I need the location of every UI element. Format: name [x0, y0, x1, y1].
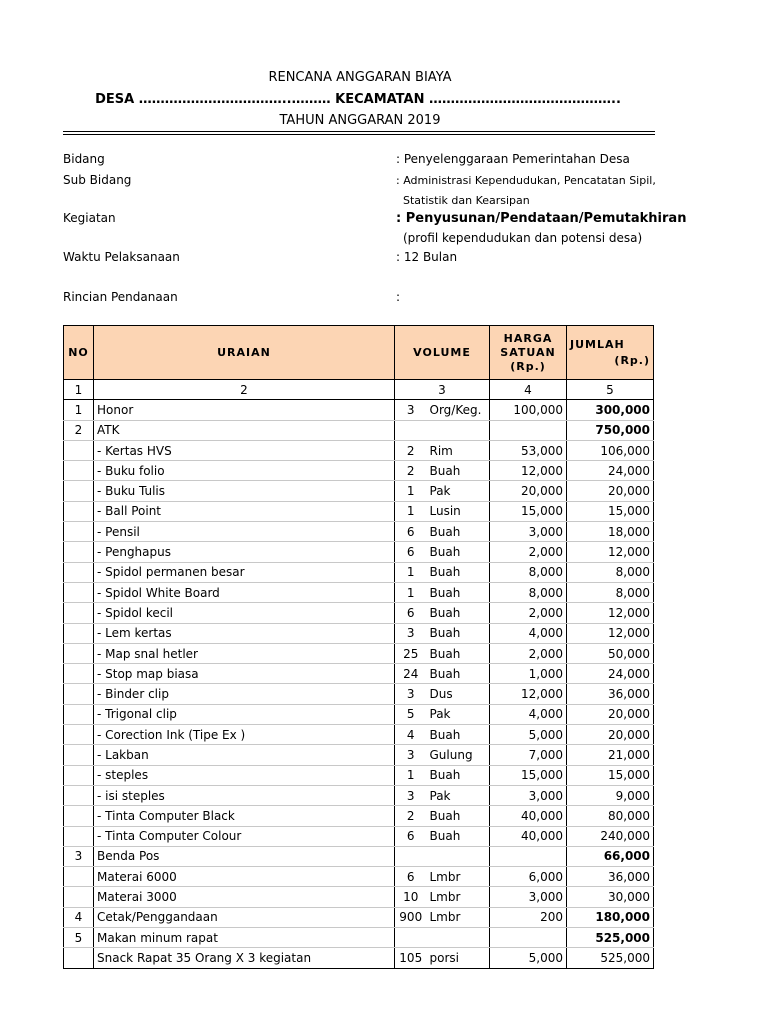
- column-number: 2: [94, 380, 395, 400]
- waktu-label: Waktu Pelaksanaan: [63, 250, 180, 264]
- header-harga-line3: (Rp.): [510, 359, 546, 373]
- table-row: [64, 603, 654, 623]
- row-volume-qty: 1: [395, 501, 427, 521]
- row-volume-qty: 3: [395, 785, 427, 805]
- row-harga-satuan: 15,000: [490, 765, 567, 785]
- fiscal-year: TAHUN ANGGARAN 2019: [279, 113, 441, 128]
- header-volume: VOLUME: [395, 326, 490, 380]
- header-harga-satuan: [490, 326, 567, 380]
- table-row: [64, 867, 654, 887]
- table-row: [64, 745, 654, 765]
- row-uraian: - Buku folio: [94, 461, 395, 481]
- row-no: [64, 785, 94, 805]
- row-uraian: Materai 6000: [94, 867, 395, 887]
- row-volume-qty: 10: [395, 887, 427, 907]
- row-harga-satuan: 1,000: [490, 664, 567, 684]
- row-harga-satuan: 3,000: [490, 785, 567, 805]
- row-no: [64, 867, 94, 887]
- row-jumlah: 20,000: [567, 481, 654, 501]
- row-jumlah: 24,000: [567, 664, 654, 684]
- row-harga-satuan: [490, 928, 567, 948]
- row-no: [64, 745, 94, 765]
- row-harga-satuan: 5,000: [490, 725, 567, 745]
- row-no: 1: [64, 400, 94, 420]
- table-row: [64, 643, 654, 663]
- table-row: [64, 785, 654, 805]
- row-harga-satuan: 20,000: [490, 481, 567, 501]
- row-volume-qty: 1: [395, 765, 427, 785]
- row-no: 2: [64, 420, 94, 440]
- row-jumlah: 9,000: [567, 785, 654, 805]
- table-row: [64, 582, 654, 602]
- row-jumlah: 50,000: [567, 643, 654, 663]
- row-volume-qty: 24: [395, 664, 427, 684]
- row-volume-unit: Buah: [427, 765, 490, 785]
- row-jumlah: 12,000: [567, 603, 654, 623]
- row-harga-satuan: 12,000: [490, 684, 567, 704]
- table-row: [64, 806, 654, 826]
- row-volume-unit: Buah: [427, 542, 490, 562]
- row-volume-unit: Org/Keg.: [427, 400, 490, 420]
- row-volume-unit: Buah: [427, 461, 490, 481]
- row-no: [64, 806, 94, 826]
- row-volume-qty: 6: [395, 522, 427, 542]
- row-jumlah: 8,000: [567, 562, 654, 582]
- row-volume-unit: Buah: [427, 725, 490, 745]
- row-volume-unit: Gulung: [427, 745, 490, 765]
- row-no: [64, 582, 94, 602]
- row-volume-unit: Lusin: [427, 501, 490, 521]
- row-uraian: Makan minum rapat: [94, 928, 395, 948]
- row-volume-unit: Rim: [427, 440, 490, 460]
- row-harga-satuan: [490, 420, 567, 440]
- row-no: [64, 684, 94, 704]
- row-harga-satuan: 3,000: [490, 522, 567, 542]
- row-volume-unit: Buah: [427, 643, 490, 663]
- row-no: 4: [64, 907, 94, 927]
- row-no: [64, 522, 94, 542]
- row-uraian: - Buku Tulis: [94, 481, 395, 501]
- row-jumlah: 750,000: [567, 420, 654, 440]
- row-no: [64, 826, 94, 846]
- row-volume-qty: 6: [395, 542, 427, 562]
- row-volume-qty: 105: [395, 948, 427, 968]
- row-volume-unit: Buah: [427, 806, 490, 826]
- row-volume-qty: 3: [395, 745, 427, 765]
- row-uraian: - isi steples: [94, 785, 395, 805]
- row-volume-unit: Pak: [427, 704, 490, 724]
- row-jumlah: 20,000: [567, 725, 654, 745]
- row-harga-satuan: 8,000: [490, 562, 567, 582]
- row-volume-qty: 1: [395, 481, 427, 501]
- row-uraian: - Spidol kecil: [94, 603, 395, 623]
- row-volume-qty: 900: [395, 907, 427, 927]
- row-harga-satuan: 2,000: [490, 643, 567, 663]
- table-row: [64, 928, 654, 948]
- table-row: [64, 948, 654, 968]
- row-volume-unit: [427, 420, 490, 440]
- row-jumlah: 30,000: [567, 887, 654, 907]
- row-jumlah: 12,000: [567, 542, 654, 562]
- row-volume-unit: [427, 846, 490, 866]
- row-jumlah: 525,000: [567, 948, 654, 968]
- table-row: [64, 826, 654, 846]
- table-row: [64, 907, 654, 927]
- row-no: [64, 562, 94, 582]
- row-volume-qty: [395, 846, 427, 866]
- row-jumlah: 18,000: [567, 522, 654, 542]
- row-no: [64, 643, 94, 663]
- header-jumlah-line1: JUMLAH: [570, 337, 625, 351]
- rincian-value: :: [396, 290, 401, 304]
- table-row: [64, 704, 654, 724]
- row-uraian: - steples: [94, 765, 395, 785]
- row-volume-unit: porsi: [427, 948, 490, 968]
- row-jumlah: 36,000: [567, 867, 654, 887]
- row-no: [64, 440, 94, 460]
- row-jumlah: 36,000: [567, 684, 654, 704]
- row-uraian: - Corection Ink (Tipe Ex ): [94, 725, 395, 745]
- row-harga-satuan: 8,000: [490, 582, 567, 602]
- row-harga-satuan: 200: [490, 907, 567, 927]
- row-volume-unit: Buah: [427, 826, 490, 846]
- column-number: 5: [567, 380, 654, 400]
- row-no: [64, 725, 94, 745]
- row-uraian: - Tinta Computer Black: [94, 806, 395, 826]
- row-volume-unit: Pak: [427, 481, 490, 501]
- row-volume-qty: 4: [395, 725, 427, 745]
- row-uraian: Materai 3000: [94, 887, 395, 907]
- sub-bidang-value: : Administrasi Kependudukan, Pencatatan Sipil,: [396, 174, 656, 187]
- row-no: [64, 501, 94, 521]
- row-uraian: - Ball Point: [94, 501, 395, 521]
- row-no: [64, 664, 94, 684]
- table-row: [64, 846, 654, 866]
- row-uraian: - Map snal hetler: [94, 643, 395, 663]
- row-volume-qty: 6: [395, 867, 427, 887]
- row-harga-satuan: 5,000: [490, 948, 567, 968]
- row-volume-qty: 3: [395, 400, 427, 420]
- header-no: NO: [64, 326, 94, 380]
- row-volume-unit: Dus: [427, 684, 490, 704]
- sub-bidang-label: Sub Bidang: [63, 173, 132, 187]
- row-volume-qty: 25: [395, 643, 427, 663]
- column-number: 3: [395, 380, 490, 400]
- row-volume-qty: 2: [395, 806, 427, 826]
- row-jumlah: 106,000: [567, 440, 654, 460]
- table-row: [64, 887, 654, 907]
- row-harga-satuan: 12,000: [490, 461, 567, 481]
- table-row: [64, 420, 654, 440]
- row-no: [64, 948, 94, 968]
- row-harga-satuan: 4,000: [490, 623, 567, 643]
- row-uraian: Snack Rapat 35 Orang X 3 kegiatan: [94, 948, 395, 968]
- header-divider-bottom: [63, 134, 655, 135]
- row-harga-satuan: 2,000: [490, 542, 567, 562]
- table-row: [64, 440, 654, 460]
- row-uraian: - Pensil: [94, 522, 395, 542]
- row-jumlah: 66,000: [567, 846, 654, 866]
- row-no: 5: [64, 928, 94, 948]
- row-volume-qty: [395, 928, 427, 948]
- row-harga-satuan: 7,000: [490, 745, 567, 765]
- row-jumlah: 80,000: [567, 806, 654, 826]
- row-harga-satuan: 2,000: [490, 603, 567, 623]
- row-volume-unit: Lmbr: [427, 907, 490, 927]
- row-jumlah: 15,000: [567, 501, 654, 521]
- row-jumlah: 525,000: [567, 928, 654, 948]
- column-number: 1: [64, 380, 94, 400]
- row-no: [64, 603, 94, 623]
- row-uraian: - Tinta Computer Colour: [94, 826, 395, 846]
- row-volume-unit: Lmbr: [427, 867, 490, 887]
- row-uraian: ATK: [94, 420, 395, 440]
- row-no: [64, 887, 94, 907]
- bidang-label: Bidang: [63, 152, 105, 166]
- row-harga-satuan: 4,000: [490, 704, 567, 724]
- row-jumlah: 300,000: [567, 400, 654, 420]
- row-no: [64, 623, 94, 643]
- row-volume-unit: Buah: [427, 582, 490, 602]
- row-uraian: Cetak/Penggandaan: [94, 907, 395, 927]
- row-uraian: - Spidol permanen besar: [94, 562, 395, 582]
- row-volume-unit: Buah: [427, 623, 490, 643]
- row-jumlah: 15,000: [567, 765, 654, 785]
- table-row: [64, 481, 654, 501]
- row-jumlah: 20,000: [567, 704, 654, 724]
- row-jumlah: 21,000: [567, 745, 654, 765]
- row-volume-qty: 5: [395, 704, 427, 724]
- row-harga-satuan: 40,000: [490, 806, 567, 826]
- row-volume-unit: Buah: [427, 562, 490, 582]
- row-uraian: - Spidol White Board: [94, 582, 395, 602]
- row-jumlah: 180,000: [567, 907, 654, 927]
- row-jumlah: 24,000: [567, 461, 654, 481]
- row-jumlah: 8,000: [567, 582, 654, 602]
- row-volume-qty: 1: [395, 582, 427, 602]
- header-harga-line2: SATUAN: [500, 345, 556, 359]
- row-volume-unit: Buah: [427, 522, 490, 542]
- row-volume-qty: 2: [395, 461, 427, 481]
- column-number-row: [64, 380, 654, 400]
- waktu-value: : 12 Bulan: [396, 250, 458, 264]
- row-volume-qty: 1: [395, 562, 427, 582]
- sub-bidang-value-continued: Statistik dan Kearsipan: [403, 194, 530, 207]
- document-title: RENCANA ANGGARAN BIAYA: [268, 70, 452, 85]
- table-row: [64, 562, 654, 582]
- row-harga-satuan: 40,000: [490, 826, 567, 846]
- table-row: [64, 522, 654, 542]
- rincian-label: Rincian Pendanaan: [63, 290, 178, 304]
- table-row: [64, 501, 654, 521]
- row-uraian: - Binder clip: [94, 684, 395, 704]
- row-volume-qty: 6: [395, 603, 427, 623]
- row-volume-unit: [427, 928, 490, 948]
- row-uraian: - Trigonal clip: [94, 704, 395, 724]
- row-harga-satuan: 15,000: [490, 501, 567, 521]
- table-row: [64, 664, 654, 684]
- desa-kecamatan-line: DESA ……………………………..……… KECAMATAN ……………………………………..: [95, 92, 621, 107]
- row-uraian: - Stop map biasa: [94, 664, 395, 684]
- row-no: [64, 765, 94, 785]
- row-no: 3: [64, 846, 94, 866]
- row-uraian: - Lakban: [94, 745, 395, 765]
- row-volume-qty: [395, 420, 427, 440]
- table-row: [64, 542, 654, 562]
- row-harga-satuan: 3,000: [490, 887, 567, 907]
- header-jumlah-line2: (Rp.): [614, 353, 650, 367]
- kegiatan-value: : Penyusunan/Pendataan/Pemutakhiran: [396, 211, 687, 226]
- column-number: 4: [490, 380, 567, 400]
- row-no: [64, 704, 94, 724]
- row-uraian: Honor: [94, 400, 395, 420]
- header-uraian: URAIAN: [94, 326, 395, 380]
- budget-table: [63, 325, 654, 969]
- row-volume-qty: 6: [395, 826, 427, 846]
- table-header-row: [64, 326, 654, 380]
- table-row: [64, 400, 654, 420]
- table-row: [64, 725, 654, 745]
- row-uraian: - Penghapus: [94, 542, 395, 562]
- bidang-value: : Penyelenggaraan Pemerintahan Desa: [396, 152, 630, 166]
- row-volume-unit: Buah: [427, 664, 490, 684]
- row-jumlah: 12,000: [567, 623, 654, 643]
- kegiatan-value-continued: (profil kependudukan dan potensi desa): [403, 231, 643, 245]
- row-volume-qty: 2: [395, 440, 427, 460]
- row-uraian: - Lem kertas: [94, 623, 395, 643]
- header-divider-top: [63, 131, 655, 132]
- row-no: [64, 481, 94, 501]
- row-uraian: Benda Pos: [94, 846, 395, 866]
- row-volume-unit: Lmbr: [427, 887, 490, 907]
- row-no: [64, 542, 94, 562]
- row-volume-unit: Buah: [427, 603, 490, 623]
- table-row: [64, 623, 654, 643]
- row-jumlah: 240,000: [567, 826, 654, 846]
- header-jumlah: [567, 326, 654, 380]
- row-harga-satuan: 100,000: [490, 400, 567, 420]
- row-volume-qty: 3: [395, 623, 427, 643]
- kegiatan-label: Kegiatan: [63, 211, 116, 225]
- table-row: [64, 765, 654, 785]
- row-harga-satuan: 53,000: [490, 440, 567, 460]
- row-volume-unit: Pak: [427, 785, 490, 805]
- row-harga-satuan: [490, 846, 567, 866]
- row-no: [64, 461, 94, 481]
- row-uraian: - Kertas HVS: [94, 440, 395, 460]
- table-row: [64, 684, 654, 704]
- row-volume-qty: 3: [395, 684, 427, 704]
- header-harga-line1: HARGA: [503, 331, 553, 345]
- table-row: [64, 461, 654, 481]
- row-harga-satuan: 6,000: [490, 867, 567, 887]
